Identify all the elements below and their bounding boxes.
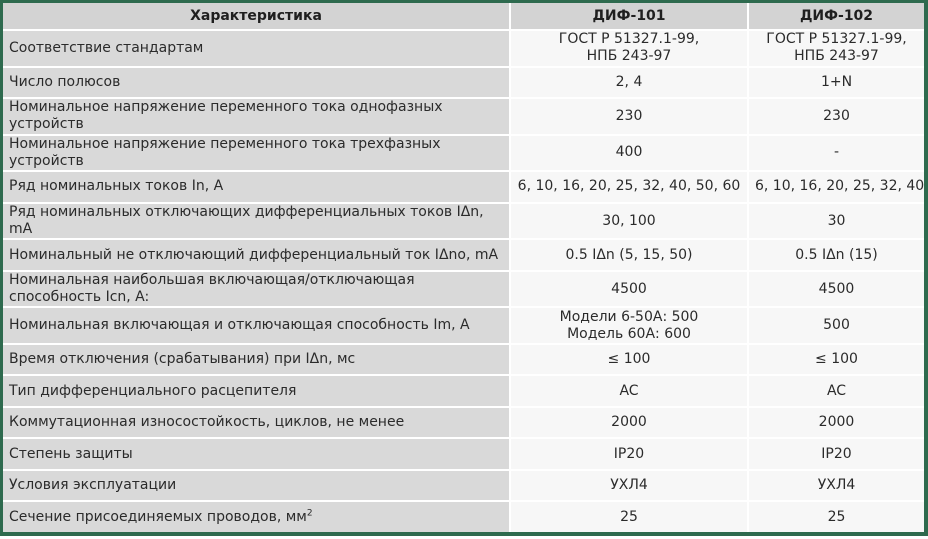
row-label: [3, 501, 510, 532]
cell-dif102: [748, 470, 924, 502]
table-row: [3, 135, 924, 172]
cell-value-line: -: [833, 144, 840, 161]
cell-dif101: [510, 344, 748, 376]
cell-dif101: [510, 171, 748, 203]
cell-dif102: [748, 438, 924, 470]
cell-dif102: [748, 203, 924, 240]
cell-dif101: [510, 307, 748, 344]
cell-value-line: IP20: [821, 445, 852, 462]
row-label-text: Число полюсов: [9, 73, 121, 90]
cell-value-line: 0.5 IΔn (15): [795, 246, 878, 263]
cell-value-line: 25: [620, 508, 638, 525]
cell-value-line: ГОСТ Р 51327.1-99,: [558, 31, 700, 48]
row-label: [3, 203, 510, 240]
cell-dif102: [748, 135, 924, 172]
cell-value-line: 6, 10, 16, 20, 25, 32, 40: [755, 178, 925, 195]
cell-dif101: [510, 501, 748, 532]
cell-value-line: IP20: [613, 445, 645, 462]
table-row: [3, 67, 924, 99]
cell-dif102: [748, 271, 924, 308]
table-row: [3, 470, 924, 502]
cell-dif102: [748, 239, 924, 271]
cell-value-line: ≤ 100: [815, 351, 858, 368]
table-row: [3, 171, 924, 203]
cell-dif101: [510, 239, 748, 271]
table-row: [3, 501, 924, 532]
spec-table: [3, 3, 924, 532]
cell-value-line: НПБ 243-97: [794, 48, 879, 65]
row-label: [3, 407, 510, 439]
row-label: [3, 171, 510, 203]
cell-value-line: УХЛ4: [817, 477, 856, 494]
cell-value-line: УХЛ4: [610, 477, 648, 494]
table-row: [3, 307, 924, 344]
row-label-text: Номинальный не отключающий дифференциальный ток IΔno, mA: [9, 246, 499, 263]
cell-value-line: 4500: [818, 280, 855, 297]
row-label-text: Соответствие стандартам: [9, 39, 204, 56]
row-label: [3, 307, 510, 344]
cell-dif101: [510, 30, 748, 67]
cell-value-line: 2, 4: [615, 73, 643, 90]
table-row: [3, 239, 924, 271]
cell-dif101: [510, 407, 748, 439]
row-label-text: Степень защиты: [9, 445, 133, 462]
row-label: [3, 135, 510, 172]
cell-value-line: 30, 100: [602, 212, 656, 229]
cell-value-line: 500: [823, 317, 850, 334]
cell-value-line: ГОСТ Р 51327.1-99,: [766, 31, 907, 48]
row-label-text: Условия эксплуатации: [9, 477, 177, 494]
cell-value-line: 230: [823, 107, 850, 124]
row-label: [3, 271, 510, 308]
cell-dif101: [510, 375, 748, 407]
cell-value-line: ≤ 100: [607, 351, 651, 368]
row-label-text: Сечение присоединяемых проводов, мм: [9, 508, 307, 525]
cell-dif102: [748, 307, 924, 344]
row-label: [3, 344, 510, 376]
cell-value-line: 1+N: [820, 73, 853, 90]
row-label-text: Коммутационная износостойкость, циклов, не менее: [9, 414, 405, 431]
cell-dif101: [510, 67, 748, 99]
cell-dif101: [510, 470, 748, 502]
row-label-superscript: 2: [306, 508, 313, 519]
cell-dif101: [510, 438, 748, 470]
row-label: [3, 30, 510, 67]
table-body: [3, 30, 924, 532]
cell-value-line: 25: [827, 508, 846, 525]
row-label: [3, 438, 510, 470]
cell-dif101: [510, 135, 748, 172]
cell-value-line: 0.5 IΔn (5, 15, 50): [565, 246, 693, 263]
cell-value-line: AC: [619, 382, 639, 399]
cell-dif102: [748, 344, 924, 376]
cell-dif101: [510, 98, 748, 135]
table-row: [3, 344, 924, 376]
table-header-row: [3, 3, 924, 30]
table-row: [3, 203, 924, 240]
cell-dif102: [748, 171, 924, 203]
cell-value-line: 4500: [611, 280, 647, 297]
row-label: [3, 67, 510, 99]
table-row: [3, 98, 924, 135]
cell-dif101: [510, 271, 748, 308]
row-label-text: Тип дифференциального расцепителя: [9, 382, 297, 399]
cell-dif102: [748, 407, 924, 439]
row-label: [3, 98, 510, 135]
cell-value-line: 2000: [611, 414, 647, 431]
table-row: [3, 271, 924, 308]
header-dif-101: ДИФ-101: [510, 3, 748, 30]
cell-value-line: AC: [826, 382, 847, 399]
cell-dif102: [748, 30, 924, 67]
cell-dif101: [510, 203, 748, 240]
row-label: [3, 239, 510, 271]
cell-value-line: Модели 6-50А: 500: [559, 308, 699, 325]
table-row: [3, 375, 924, 407]
header-characteristic: Характеристика: [3, 3, 510, 30]
table-row: [3, 438, 924, 470]
row-label-text: Номинальное напряжение переменного тока трехфазных устройств: [9, 135, 441, 169]
table-row: [3, 407, 924, 439]
cell-value-line: 6, 10, 16, 20, 25, 32, 40, 50, 60: [517, 178, 741, 195]
row-label-text: Время отключения (срабатывания) при IΔn, мс: [9, 351, 356, 368]
row-label-text: Ряд номинальных токов In, A: [9, 178, 224, 195]
cell-value-line: 230: [615, 107, 643, 124]
cell-dif102: [748, 501, 924, 532]
row-label-text: Номинальное напряжение переменного тока однофазных устройств: [9, 99, 443, 133]
row-label: [3, 470, 510, 502]
cell-value-line: Модель 60А: 600: [567, 325, 691, 342]
cell-dif102: [748, 67, 924, 99]
cell-value-line: 2000: [818, 414, 855, 431]
cell-value-line: 400: [615, 144, 643, 161]
row-label: [3, 375, 510, 407]
header-dif-102: ДИФ-102: [748, 3, 924, 30]
cell-dif102: [748, 98, 924, 135]
row-label-text: Номинальная включающая и отключающая способность Im, A: [9, 317, 470, 334]
cell-value-line: НПБ 243-97: [586, 48, 672, 65]
table-row: [3, 30, 924, 67]
cell-value-line: 30: [827, 212, 846, 229]
row-label-text: Ряд номинальных отключающих дифференциальных токов IΔn, mA: [9, 204, 484, 238]
row-label-text: Номинальная наибольшая включающая/отключающая способность Icn, A:: [9, 272, 415, 306]
cell-dif102: [748, 375, 924, 407]
